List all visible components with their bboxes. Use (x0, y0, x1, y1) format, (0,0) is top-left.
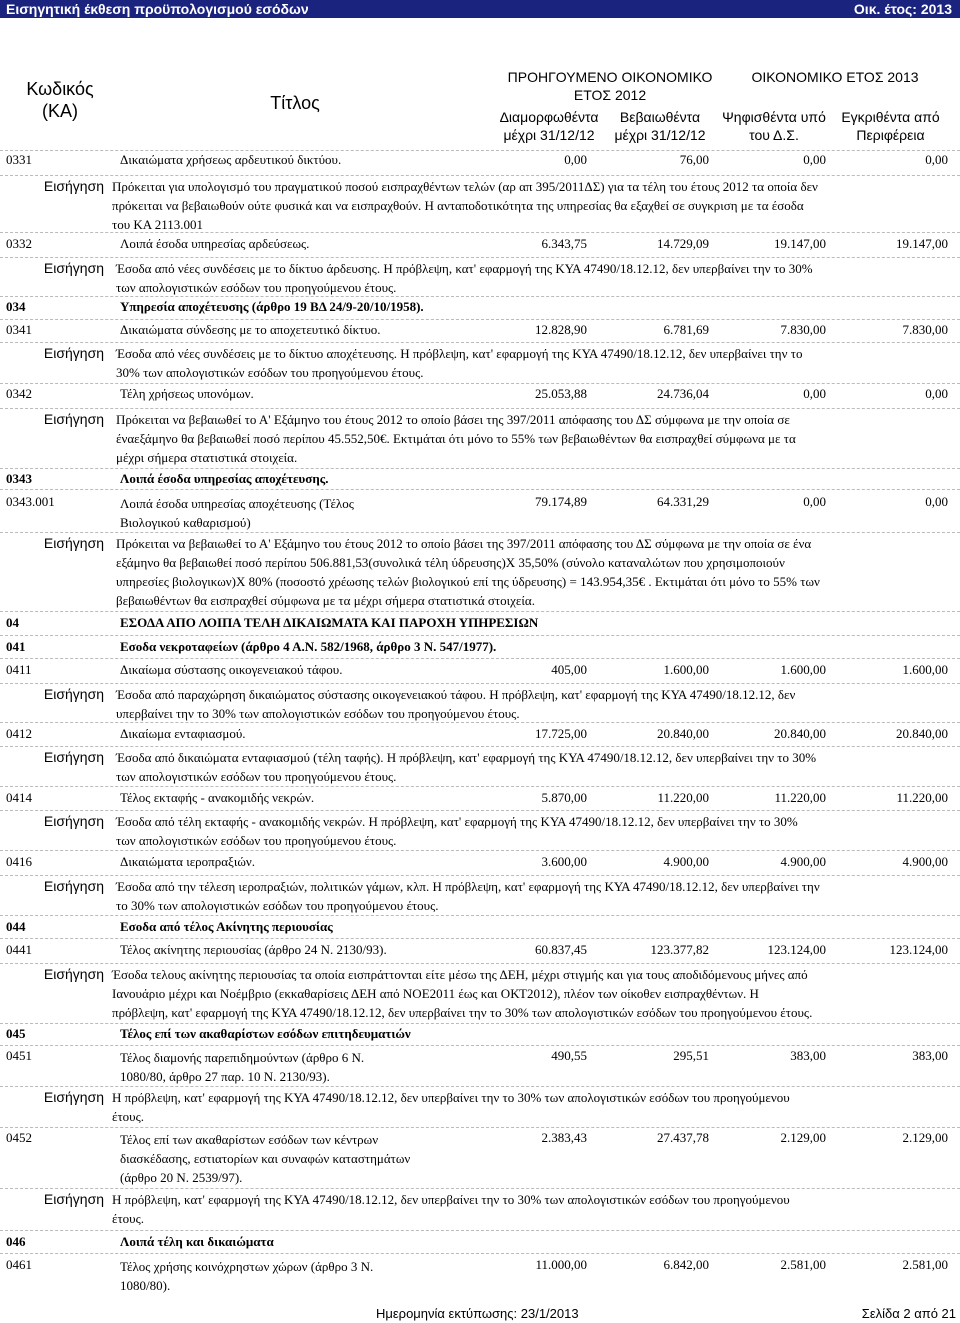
formed-value: 0,00 (564, 152, 587, 167)
recommendation-text: Έσοδα τελους ακίνητης περιουσίας τα οποία εισπράττονται είτε μέσω της ΔΕΗ, μέχρι στιγμής και για τους αποδιδόμενους μήνες από (112, 967, 808, 982)
recommendation-label: Εισήγηση (43, 686, 104, 702)
certified-value: 64.331,29 (657, 494, 709, 509)
certified-value: 27.437,78 (657, 1130, 709, 1145)
voted-value: 19.147,00 (774, 236, 826, 251)
group-code: 04 (6, 615, 19, 630)
row-title: Τέλος χρήσης κοινόχρηστων χώρων (άρθρο 3 Ν. (120, 1259, 374, 1274)
approved-value: 20.840,00 (896, 726, 948, 741)
recommendation-text: Πρόκειται για υπολογισμό του πραγματικού ποσού εισπραχθέντων τελών (αρ απ 395/2011ΔΣ) για τα τέλη του έτους 2012 τα οποία δεν (112, 179, 818, 194)
budget-year-header: ΟΙΚΟΝΟΜΙΚΟ ΕΤΟΣ 2013 (751, 69, 919, 85)
recommendation-label: Εισήγηση (43, 411, 104, 427)
recommendation-text: εξάμηνο θα βεβαιωθεί ποσό περίπου 506.881,53(συνολικά τέλη ύδρευσης)Χ 35,50% (σύνολο καταναλώτων που χρησιμοποιούν (116, 555, 785, 570)
row-code: 0441 (6, 942, 32, 957)
certified-value: 123.377,82 (650, 942, 709, 957)
certified-value: 4.900,00 (663, 854, 709, 869)
approved-value: 4.900,00 (902, 854, 948, 869)
report-title: Εισηγητική έκθεση προϋπολογισμού εσόδων (6, 1, 309, 17)
voted-value: 2.581,00 (780, 1257, 826, 1272)
row-title: 1080/80). (120, 1278, 171, 1293)
recommendation-text: Η πρόβλεψη, κατ' εφαρμογή της ΚΥΑ 47490/18.12.12, δεν υπερβαίνει την το 30% των απολογιστικών εσόδων του προηγούμενου (112, 1090, 790, 1105)
recommendation-text: Έσοδα από δικαιώματα ενταφιασμού (τέλη ταφής). Η πρόβλεψη, κατ' εφαρμογή της ΚΥΑ 47490/18.12.12, δεν υπερβαίνει την το 30% (116, 750, 817, 765)
voted-value: 0,00 (803, 152, 826, 167)
approved-column-header: Εγκριθέντα από Περιφέρεια (841, 109, 940, 143)
approved-value: 0,00 (925, 152, 948, 167)
report-title-bar (0, 0, 960, 18)
row-title: Λοιπά έσοδα υπηρεσίας αποχέτευσης (Τέλος (120, 496, 354, 511)
formed-column-header: Διαμορφωθέντα μέχρι 31/12/12 (499, 109, 599, 143)
row-code: 0342 (6, 386, 32, 401)
approved-value: 11.220,00 (896, 790, 948, 805)
certified-value: 6.842,00 (663, 1257, 709, 1272)
formed-value: 405,00 (551, 662, 587, 677)
row-code: 0416 (6, 854, 32, 869)
row-title: Δικαιώματα χρήσεως αρδευτικού δικτύου. (120, 152, 342, 167)
formed-value: 2.383,43 (541, 1130, 587, 1145)
recommendation-text: Έσοδα από νέες συνδέσεις με το δίκτυο άρδευσης. Η πρόβλεψη, κατ' εφαρμογή της ΚΥΑ 47490/18.12.12, δεν υπερβαίνει την το 30% (116, 261, 813, 276)
group-code: 045 (6, 1026, 26, 1041)
previous-year-header: ΠΡΟΗΓΟΥΜΕΝΟ ΟΙΚΟΝΟΜΙΚΟ ΕΤΟΣ 2012 (507, 69, 713, 103)
formed-value: 12.828,90 (535, 322, 587, 337)
group-title: Υπηρεσία αποχέτευσης (άρθρο 19 ΒΔ 24/9-20/10/1958). (120, 299, 424, 314)
recommendation-text: Έσοδα από τέλη εκταφής - ανακομιδής νεκρών. Η πρόβλεψη, κατ' εφαρμογή της ΚΥΑ 47490/18.12.12, δεν υπερβαίνει την το 30% (116, 814, 798, 829)
recommendation-text: Έσοδα από νέες συνδέσεις με το δίκτυο αποχέτευσης. Η πρόβλεψη, κατ' εφαρμογή της ΚΥΑ 47490/18.12.12, δεν υπερβαίνει την το (116, 346, 803, 361)
recommendation-label: Εισήγηση (43, 535, 104, 551)
code-header: Κωδικός (ΚΑ) (26, 79, 94, 121)
recommendation-text: των απολογιστικών εσόδων του προηγούμενου έτους. (116, 833, 397, 848)
formed-value: 79.174,89 (535, 494, 587, 509)
row-code: 0452 (6, 1130, 32, 1145)
group-code: 044 (6, 919, 26, 934)
recommendation-text: έτους. (112, 1211, 145, 1226)
row-code: 0414 (6, 790, 32, 805)
recommendation-text: πρόκειται να βεβαιωθούν ούτε φυσικά και να εισπραχθούν. Η ανταποδοτικότητα της υπηρεσίας θα εξαχθεί σε συγκριση με τα έσοδα (112, 198, 804, 213)
row-code: 0412 (6, 726, 32, 741)
row-title: Δικαιώματα σύνδεσης με το αποχετευτικό δίκτυο. (120, 322, 381, 337)
row-code: 0461 (6, 1257, 32, 1272)
recommendation-text: έναεξάμηνο θα βεβαιωθεί ποσό περίπου 45.552,50€. Εκτιμάται ότι μόνο το 55% των βεβαιωθέντων θα εισπραχθεί σύμφωνα με τα (116, 431, 796, 446)
recommendation-label: Εισήγηση (43, 813, 104, 829)
recommendation-label: Εισήγηση (43, 878, 104, 894)
approved-value: 7.830,00 (902, 322, 948, 337)
row-title: Βιολογικού καθαρισμού) (120, 515, 251, 530)
group-title: Εσοδα από τέλος Ακίνητης περιουσίας (120, 919, 333, 934)
approved-value: 383,00 (912, 1048, 948, 1063)
group-title: Εσοδα νεκροταφείων (άρθρο 4 Α.Ν. 582/1968, άρθρο 3 Ν. 547/1977). (120, 639, 497, 654)
approved-value: 19.147,00 (896, 236, 948, 251)
approved-value: 0,00 (925, 494, 948, 509)
voted-value: 1.600,00 (780, 662, 826, 677)
recommendation-text: των απολογιστικών εσόδων του προηγούμενου έτους. (116, 769, 397, 784)
recommendation-text: Πρόκειται να βεβαιωθεί το Α' Εξάμηνο του έτους 2012 το οποίο βάσει της 397/2011 απόφασης του ΔΣ σύμφωνα με την οποία σε (116, 412, 790, 427)
recommendation-label: Εισήγηση (43, 749, 104, 765)
row-code: 0341 (6, 322, 32, 337)
recommendation-text: πρόβλεψη, κατ' εφαρμογή της ΚΥΑ 47490/18.12.12, δεν υπερβαίνει την το 30% των απολογιστικών εσόδων του προηγούμενου έτους. (112, 1005, 813, 1020)
recommendation-text: Έσοδα από παραχώρηση δικαιώματος σύστασης οικογενειακού τάφου. Η πρόβλεψη, κατ' εφαρμογή της ΚΥΑ 47490/18.12.12, δεν (116, 687, 796, 702)
recommendation-text: των απολογιστικών εσόδων του προηγούμενου έτους. (116, 280, 397, 295)
row-code: 0451 (6, 1048, 32, 1063)
voted-value: 11.220,00 (774, 790, 826, 805)
certified-value: 14.729,09 (657, 236, 709, 251)
voted-value: 383,00 (790, 1048, 826, 1063)
group-code: 034 (6, 299, 26, 314)
recommendation-text: του ΚΑ 2113.001 (112, 217, 203, 232)
group-title: Λοιπά τέλη και δικαιώματα (120, 1234, 274, 1249)
approved-value: 123.124,00 (889, 942, 948, 957)
recommendation-text: βεβαιωθέντων θα εισπραχθεί σύμφωνα με τα μέχρι σήμερα στατιστικά στοιχεία. (116, 593, 535, 608)
formed-value: 3.600,00 (541, 854, 587, 869)
row-title: Τέλος ακίνητης περιουσίας (άρθρο 24 Ν. 2130/93). (120, 942, 387, 957)
row-title: (άρθρο 20 Ν. 2539/97). (120, 1170, 243, 1185)
voted-value: 7.830,00 (780, 322, 826, 337)
row-title: Δικαίωμα σύστασης οικογενειακού τάφου. (120, 662, 343, 677)
row-code: 0411 (6, 662, 32, 677)
recommendation-text: Έσοδα από την τέλεση ιεροπραξιών, πολιτικών γάμων, κλπ. Η πρόβλεψη, κατ' εφαρμογή της ΚΥΑ 47490/18.12.12, δεν υπερβαίνει την (116, 879, 820, 894)
approved-value: 2.581,00 (902, 1257, 948, 1272)
certified-value: 1.600,00 (663, 662, 709, 677)
certified-column-header: Βεβαιωθέντα μέχρι 31/12/12 (614, 109, 706, 143)
group-title: Λοιπά έσοδα υπηρεσίας αποχέτευσης. (120, 471, 329, 486)
formed-value: 17.725,00 (535, 726, 587, 741)
title-header: Τίτλος (270, 93, 320, 113)
row-title: Τέλος επί των ακαθαρίστων εσόδων των κέντρων (120, 1132, 379, 1147)
row-title: Λοιπά έσοδα υπηρεσίας αρδεύσεως. (120, 236, 310, 251)
recommendation-label: Εισήγηση (43, 1089, 104, 1105)
voted-value: 20.840,00 (774, 726, 826, 741)
group-code: 046 (6, 1234, 26, 1249)
page-number: Σελίδα 2 από 21 (861, 1306, 956, 1321)
recommendation-text: Πρόκειται να βεβαιωθεί το Α' Εξάμηνο του έτους 2012 το οποίο βάσει της 397/2011 απόφασης του ΔΣ σύμφωνα με την οποία σε ένα (116, 536, 812, 551)
recommendation-text: υπηρεσίες βιολογικων)Χ 80% (ποσοστό χρέωσης τελών βιολογικού επί της ύδρευσης) = 143.954,35€ . Εκτιμάται ότι μόνο το 55% των (116, 574, 820, 589)
recommendation-label: Εισήγηση (43, 966, 104, 982)
voted-value: 123.124,00 (767, 942, 826, 957)
row-title: Τέλος εκταφής - ανακομιδής νεκρών. (120, 790, 315, 805)
formed-value: 60.837,45 (535, 942, 587, 957)
voted-value: 4.900,00 (780, 854, 826, 869)
print-date: Ημερομηνία εκτύπωσης: 23/1/2013 (376, 1306, 579, 1321)
formed-value: 11.000,00 (535, 1257, 587, 1272)
recommendation-label: Εισήγηση (43, 345, 104, 361)
row-code: 0343.001 (6, 494, 55, 509)
recommendation-text: Ιανουάριο μέχρι και Νοέμβριο (εκκαθαρίσεις ΔΕΗ από ΝΟΕ2011 έως και ΟΚΤ2012), πλέον των οίκοθεν εισπραχθέντων. Η (112, 986, 759, 1001)
formed-value: 490,55 (551, 1048, 587, 1063)
group-title: Τέλος επί των ακαθαρίστων εσόδων επιτηδευματιών (120, 1026, 411, 1041)
row-title: 1080/80, άρθρο 27 παρ. 10 Ν. 2130/93). (120, 1069, 330, 1084)
certified-value: 6.781,69 (663, 322, 709, 337)
row-title: Τέλη χρήσεως υπονόμων. (120, 386, 254, 401)
voted-value: 2.129,00 (780, 1130, 826, 1145)
formed-value: 5.870,00 (541, 790, 587, 805)
approved-value: 1.600,00 (902, 662, 948, 677)
approved-value: 0,00 (925, 386, 948, 401)
certified-value: 76,00 (679, 152, 709, 167)
group-code: 0343 (6, 471, 32, 486)
approved-value: 2.129,00 (902, 1130, 948, 1145)
group-title: ΕΣΟΔΑ ΑΠΟ ΛΟΙΠΑ ΤΕΛΗ ΔΙΚΑΙΩΜΑΤΑ ΚΑΙ ΠΑΡΟΧΗ ΥΠΗΡΕΣΙΩΝ (120, 615, 539, 630)
certified-value: 20.840,00 (657, 726, 709, 741)
recommendation-label: Εισήγηση (43, 178, 104, 194)
certified-value: 11.220,00 (657, 790, 709, 805)
recommendation-label: Εισήγηση (43, 1191, 104, 1207)
recommendation-text: 30% των απολογιστικών εσόδων του προηγούμενου έτους. (116, 365, 424, 380)
row-title: διασκέδασης, εστιατορίων και συναφών καταστημάτων (120, 1151, 411, 1166)
voted-column-header: Ψηφισθέντα υπό του Δ.Σ. (722, 109, 826, 143)
formed-value: 6.343,75 (541, 236, 587, 251)
recommendation-text: το 30% των απολογιστικών εσόδων του προηγούμενου έτους. (116, 898, 439, 913)
row-title: Δικαιώματα ιεροπραξιών. (120, 854, 256, 869)
voted-value: 0,00 (803, 494, 826, 509)
fiscal-year: Οικ. έτος: 2013 (853, 1, 952, 17)
voted-value: 0,00 (803, 386, 826, 401)
recommendation-text: υπερβαίνει την το 30% των απολογιστικών εσόδων του προηγούμενου έτους. (116, 706, 520, 721)
recommendation-label: Εισήγηση (43, 260, 104, 276)
recommendation-text: Η πρόβλεψη, κατ' εφαρμογή της ΚΥΑ 47490/18.12.12, δεν υπερβαίνει την το 30% των απολογιστικών εσόδων του προηγούμενου (112, 1192, 790, 1207)
row-title: Τέλος διαμονής παρεπιδημούντων (άρθρο 6 Ν. (120, 1050, 365, 1065)
group-code: 041 (6, 639, 26, 654)
recommendation-text: μέχρι σήμερα στατιστικά στοιχεία. (116, 450, 298, 465)
recommendation-text: έτους. (112, 1109, 145, 1124)
row-code: 0331 (6, 152, 32, 167)
certified-value: 24.736,04 (657, 386, 709, 401)
certified-value: 295,51 (673, 1048, 709, 1063)
formed-value: 25.053,88 (535, 386, 587, 401)
row-title: Δικαίωμα ενταφιασμού. (120, 726, 246, 741)
row-code: 0332 (6, 236, 32, 251)
